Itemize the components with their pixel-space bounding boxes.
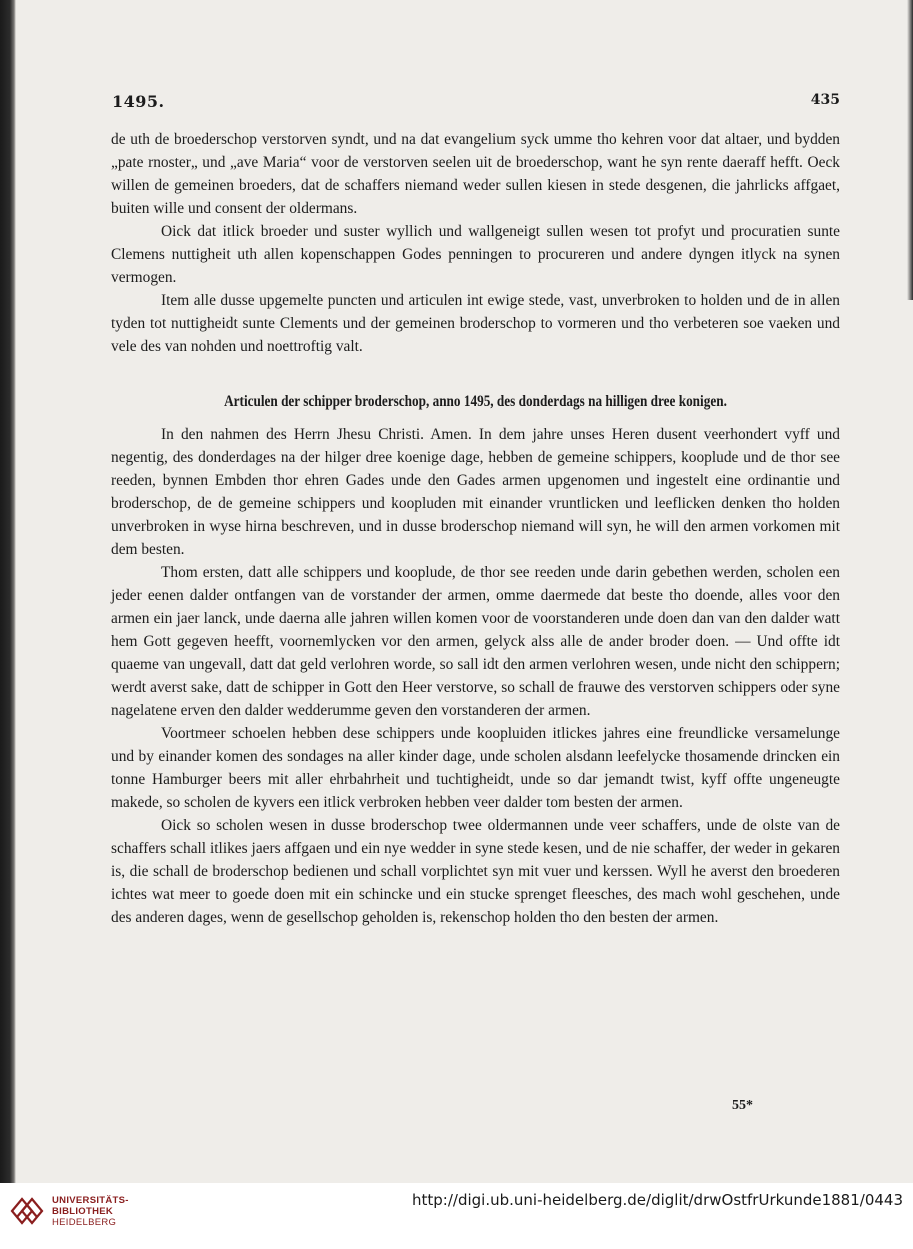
page-edge-shadow	[907, 0, 913, 300]
binding-shadow	[0, 0, 16, 1183]
page-year: 1495.	[112, 92, 165, 111]
section-heading: Articulen der schipper broderschop, anno 1495, des donderdags na hilligen dree konigen.	[224, 393, 727, 410]
library-name-line: BIBLIOTHEK	[52, 1206, 114, 1217]
document-body	[111, 128, 840, 929]
library-logo-icon	[8, 1191, 46, 1231]
permalink-url[interactable]: http://digi.ub.uni-heidelberg.de/diglit/drwOstfrUrkunde1881/0443	[412, 1191, 903, 1209]
footer-bar	[0, 1183, 913, 1249]
library-name-line: UNIVERSITÄTS-	[52, 1195, 129, 1206]
paragraph-continuation: de uth de broederschop verstorven syndt, und na dat evangelium syck umme tho kehren voor dat altaer, und bydden „pate rnoster„ und „ave Maria“ voor de verstorven seelen uit de broederschop, want he syn rente daeraff hefft. Oeck willen de gemeinen broeders, dat de schaffers niemand weder sullen kiesen in stede desgenen, die jahrlicks affgaet, buiten wille und consent der oldermans.	[111, 131, 840, 217]
paragraph: In den nahmen des Herrn Jhesu Christi. Amen. In dem jahre unses Heren dusent veerhondert vyff und negentig, des donderdages na der hilger dree koenige dage, hebben de gemeine schippers, kooplude und de thor see reeden, bynnen Embden thor ehren Gades unde den Gades armen upgenomen und ingestelt eine ordinantie und broderschop, de de gemeine schippers und koopluden mit einander vruntlicken und leeflicken denken tho holden unverbroken in wyse hirna beschreven, und in dusse broderschop niemand will syn, he will den armen vorkomen mit dem besten.	[111, 426, 840, 558]
printer-signature: 55*	[732, 1098, 753, 1113]
library-name	[52, 1195, 129, 1228]
running-head	[0, 92, 913, 116]
paragraph: Oick dat itlick broeder und suster wyllich und wallgeneigt sullen wesen tot profyt und procuratien sunte Clemens nuttigheit uth allen kopenschappen Godes penningen to procureren und andere dyngen itlyck na synen vermogen.	[111, 223, 840, 286]
paragraph: Voortmeer schoelen hebben dese schippers unde koopluiden itlickes jahres eine freundlicke versamelunge und by einander komen des sondages na aller kinder dage, unde scholen alsdann leefelycke thosamende drincken ein tonne Hamburger beers mit aller ehrbahrheit und tuchtigheidt, unde so dar jemandt twist, kyff offte ungeneugte makede, so scholen de kyvers een itlick verbroken hebben veer dalder tom besten der armen.	[111, 725, 840, 811]
page-number: 435	[810, 92, 840, 108]
paragraph: Oick so scholen wesen in dusse broderschop twee oldermannen unde veer schaffers, unde de olste van de schaffers schall itlikes jaers affgaen und ein nye wedder in syne stede kesen, und de nie schaffer, der weder in gekaren is, die schall de broderschop bedienen und schall vorplichtet syn mit vuer und kerssen. Wyll he averst den broederen ichtes wat meer to goede doen mit ein schincke und ein stucke sprenget fleesches, des mach wohl geschehen, unde des anderen dages, wenn de gesellschop geholden is, rekenschop holden tho den besten der armen.	[111, 817, 840, 926]
paragraph: Item alle dusse upgemelte puncten und articulen int ewige stede, vast, unverbroken to holden und de in allen tyden tot nuttigheidt sunte Clements und der gemeinen broderschop to vormeren und tho verbeteren soe vaeken und vele des van nohden und noettroftig valt.	[111, 292, 840, 355]
paragraph: Thom ersten, datt alle schippers und kooplude, de thor see reeden unde darin gebethen werden, scholen een jeder eenen dalder ontfangen van de vorstander der armen, omme daermede dat beste tho doende, alles voor den armen ein jaer lanck, unde daerna alle jahren willen komen voor de voorstanderen unde doen dan van den dalder watt hem Gott gegeven heefft, voornemlycken vor den armen, gelyck alss alle de ander broder doen. — Und offte idt quaeme van ungevall, datt dat geld verlohren worde, so sall idt den armen verlohren wesen, unde nicht den schippern; werdt averst sake, datt de schipper in Gott den Heer verstorve, so schall de frauwe des verstorven schippers oder syne nagelatene erven den dalder wedderumme geven den vorstanderen der armen.	[111, 564, 840, 719]
library-name-line: HEIDELBERG	[52, 1217, 117, 1228]
